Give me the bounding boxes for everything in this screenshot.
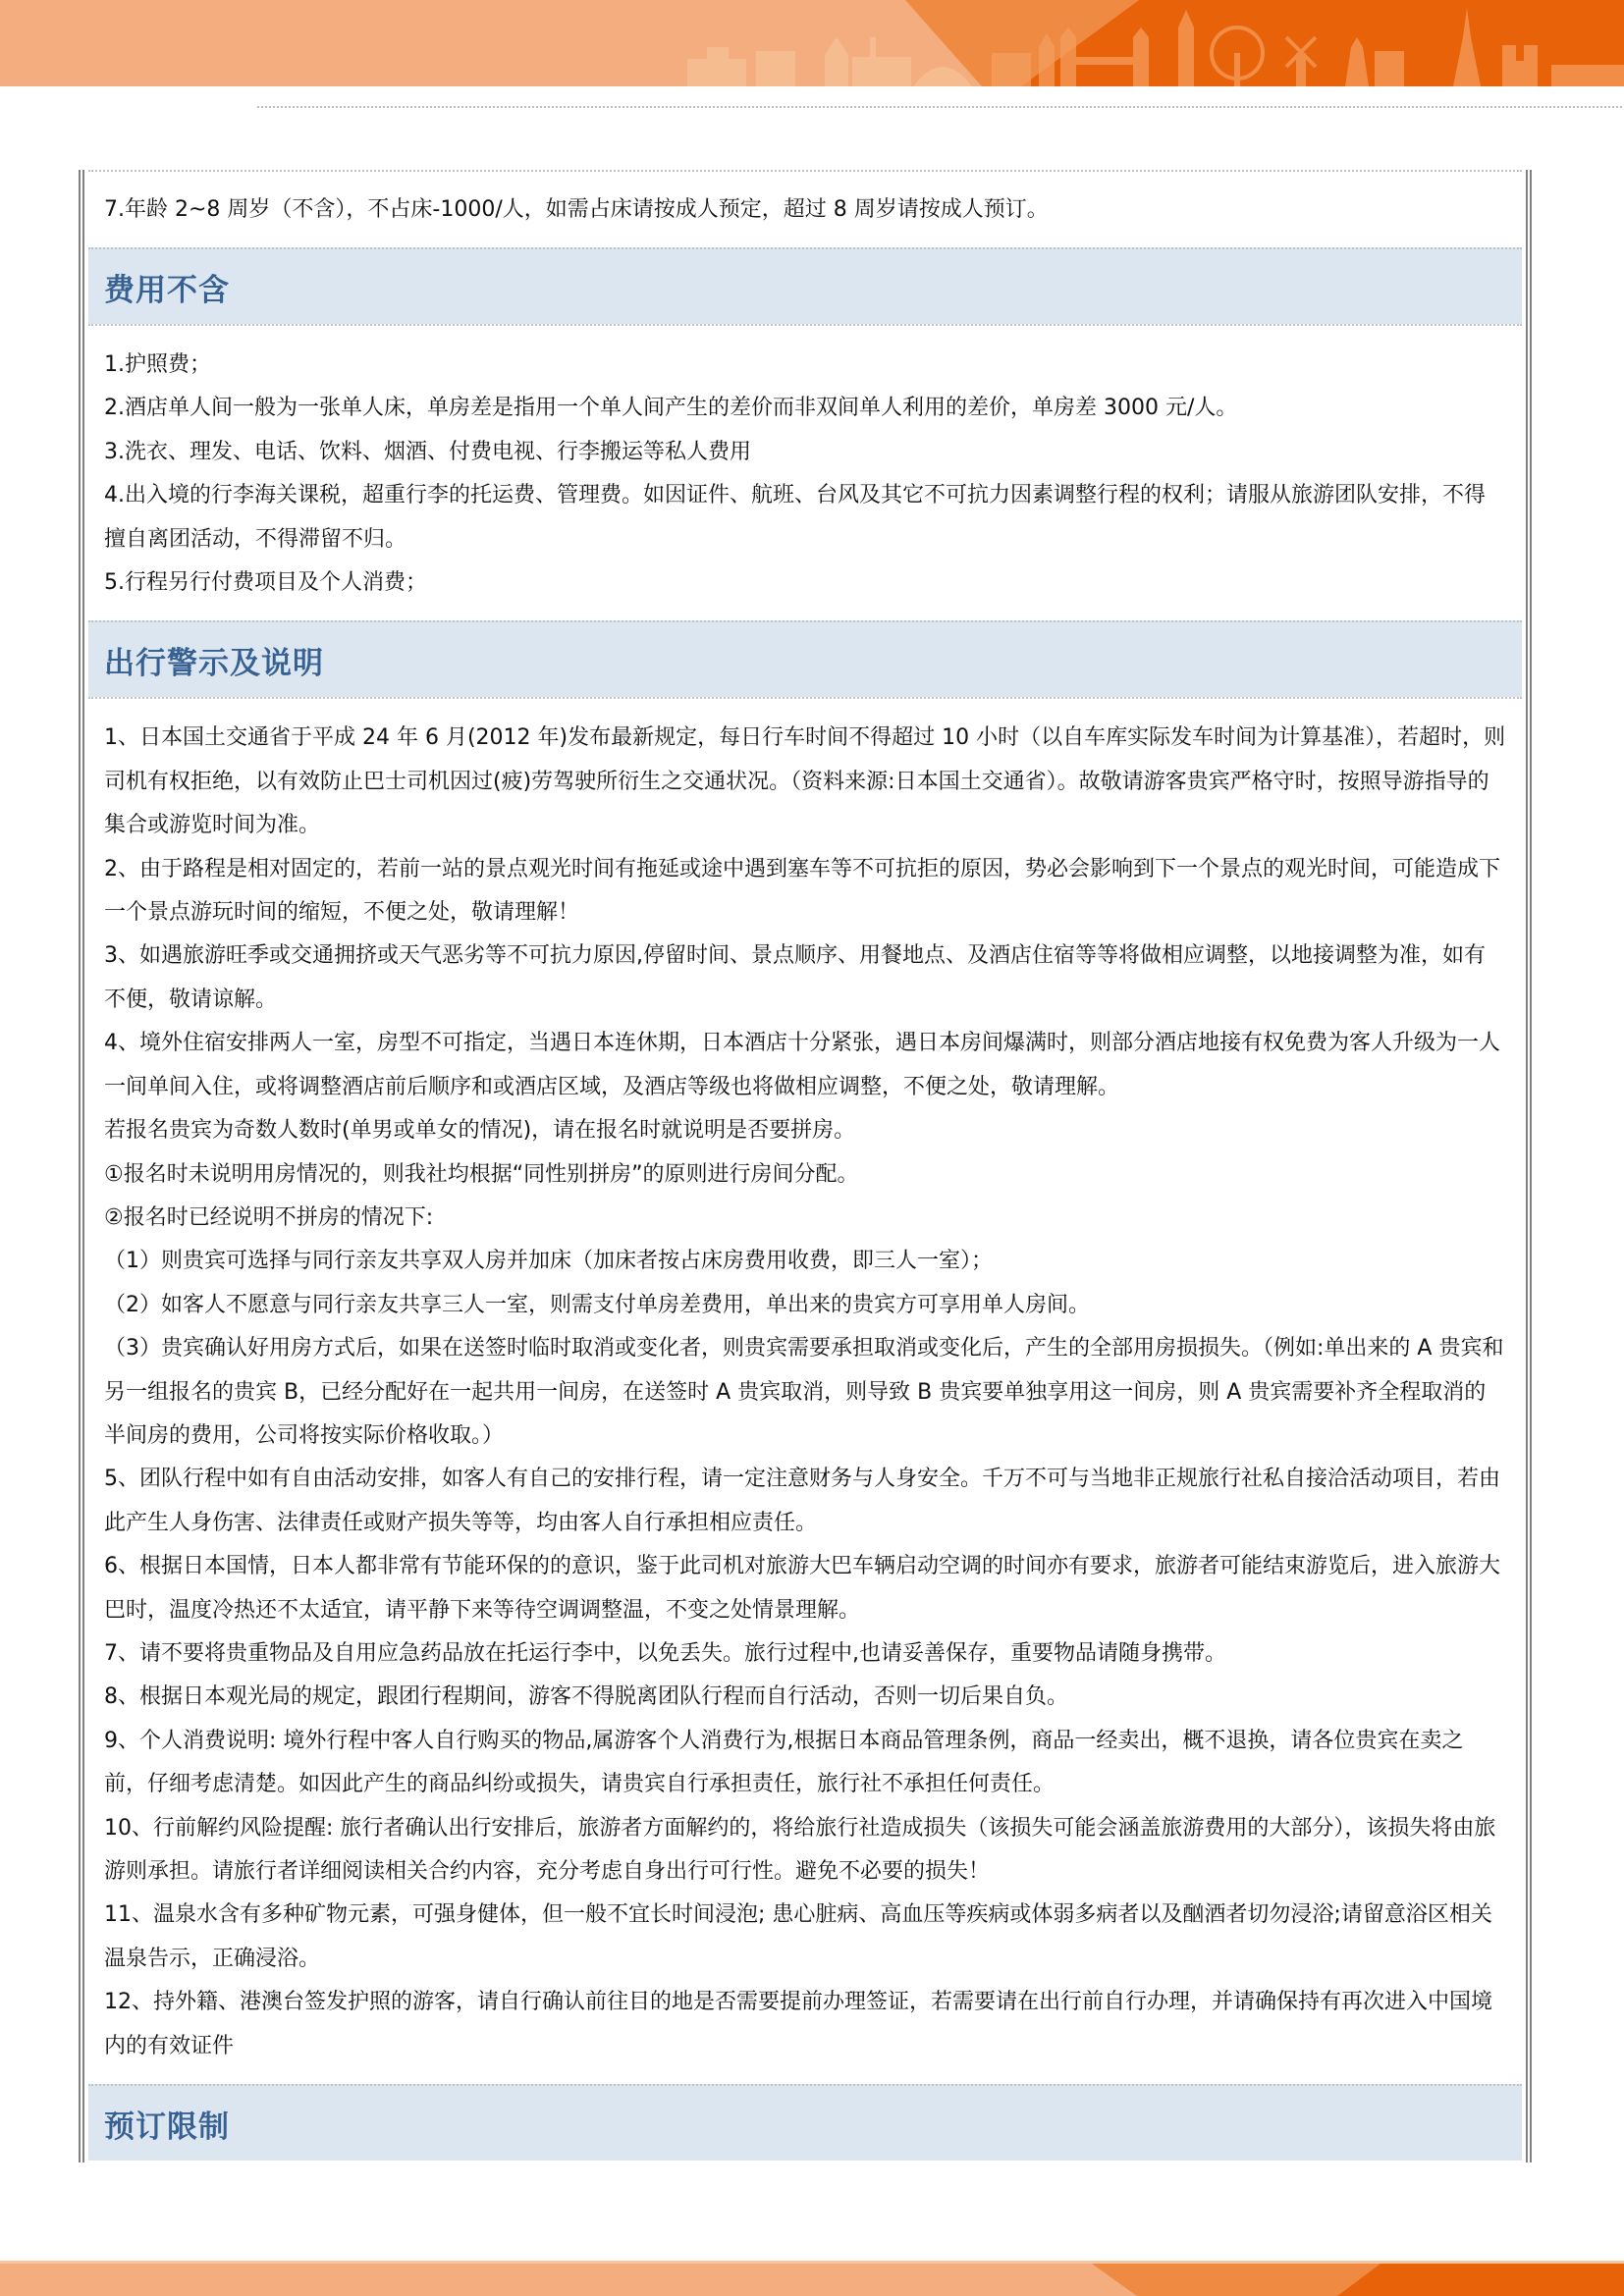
list-item: （1）则贵宾可选择与同行亲友共享双人房并加床（加床者按占床房费用收费，即三人一室）； — [104, 1249, 994, 1274]
list-item: 12、持外籍、港澳台签发护照的游客，请自行确认前往目的地是否需要提前办理签证，若需要请在出行前自行办理，并请确保持有再次进入中国境内的有效证件 — [104, 1990, 1492, 2058]
section-body-travel-warnings — [88, 697, 1522, 2084]
list-item: 2、由于路程是相对固定的，若前一站的景点观光时间有拖延或途中遇到塞车等不可抗拒的原因，势必会影响到下一个景点的观光时间，可能造成下一个景点游玩时间的缩短，不便之处，敬请理解！ — [104, 856, 1501, 926]
list-item: （2）如客人不愿意与同行亲友共享三人一室，则需支付单房差费用，单出来的贵宾方可享用单人房间。 — [104, 1292, 1091, 1317]
list-item: 6、根据日本国情，日本人都非常有节能环保的的意识，鉴于此司机对旅游大巴车辆启动空调的时间亦有要求，旅游者可能结束游览后，进入旅游大巴时，温度冷热还不太适宜，请平静下来等待空调调整温，不变之处情景理解。 — [104, 1554, 1501, 1623]
list-item: 9、个人消费说明: 境外行程中客人自行购买的物品,属游客个人消费行为,根据日本商品管理条例，商品一经卖出，概不退换，请各位贵宾在卖之前，仔细考虑清楚。如因此产生的商品纠纷或损失，请贵宾自行承担责任，旅行社不承担任何责任。 — [104, 1728, 1464, 1797]
list-item: 8、根据日本观光局的规定，跟团行程期间，游客不得脱离团队行程而自行活动，否则一切后果自负。 — [104, 1684, 1069, 1710]
list-item: 若报名贵宾为奇数人数时(单男或单女的情况)，请在报名时就说明是否要拼房。 — [104, 1118, 856, 1144]
list-item: 4.出入境的行李海关课税，超重行李的托运费、管理费。如因证件、航班、台风及其它不可抗力因素调整行程的权利；请服从旅游团队安排，不得擅自离团活动，不得滞留不归。 — [104, 483, 1486, 552]
list-item: 2.酒店单人间一般为一张单人床，单房差是指用一个单人间产生的差价而非双间单人利用的差价，单房差 3000 元/人。 — [104, 396, 1238, 421]
list-item: （3）贵宾确认好用房方式后，如果在送签时临时取消或变化者，则贵宾需要承担取消或变化后，产生的全部用房损损失。（例如:单出来的 A 贵宾和另一组报名的贵宾 B，已经分配好在一起共用一间房，在送签时 A 贵宾取消，则导致 B 贵宾要单独享用这一间房，则 A 贵宾需要补齐全程取消的半间房的费用，公司将按实际价格收取。） — [104, 1336, 1504, 1448]
city-skyline-icon — [687, 8, 1624, 86]
list-item: 4、境外住宿安排两人一室，房型不可指定，当遇日本连休期，日本酒店十分紧张，遇日本房间爆满时，则部分酒店地接有权免费为客人升级为一人一间单间入住，或将调整酒店前后顺序和或酒店区域，及酒店等级也将做相应调整，不便之处，敬请理解。 — [104, 1031, 1501, 1099]
section-body-fees-excluded — [88, 324, 1522, 620]
list-item: ①报名时未说明用房情况的，则我社均根据“同性别拼房”的原则进行房间分配。 — [104, 1161, 859, 1187]
content-table — [79, 170, 1532, 2163]
intro-text: 7.年龄 2~8 周岁（不含），不占床-1000/人，如需占床请按成人预定，超过 8 周岁请按成人预订。 — [104, 196, 1049, 222]
header-banner — [0, 0, 1624, 86]
section-title: 出行警示及说明 — [104, 645, 324, 681]
section-header-fees-excluded — [88, 247, 1522, 324]
section-title: 费用不含 — [104, 272, 230, 308]
list-item: 5、团队行程中如有自由活动安排，如客人有自己的安排行程，请一定注意财务与人身安全。千万不可与当地非正规旅行社私自接洽活动项目，若由此产生人身伤害、法律责任或财产损失等等，均由客人自行承担相应责任。 — [104, 1467, 1501, 1535]
footer-banner — [0, 2264, 1624, 2296]
list-item: ②报名时已经说明不拼房的情况下: — [104, 1204, 434, 1230]
list-item: 5.行程另行付费项目及个人消费； — [104, 570, 427, 596]
footer-banner-dark-stripe — [0, 2264, 1624, 2296]
list-item: 1.护照费； — [104, 352, 211, 377]
list-item: 7、请不要将贵重物品及自用应急药品放在托运行李中，以免丢失。旅行过程中,也请妥善保存，重要物品请随身携带。 — [104, 1640, 1226, 1666]
section-header-booking-restrictions — [88, 2084, 1522, 2161]
list-item: 1、日本国土交通省于平成 24 年 6 月(2012 年)发布最新规定，每日行车时间不得超过 10 小时（以自车库实际发车时间为计算基准），若超时，则司机有权拒绝，以有效防止巴士司机因过(疲)劳驾驶所衍生之交通状况。（资料来源:日本国土交通省）。故敬请游客贵宾严格守时，按照导游指导的集合或游览时间为准。 — [104, 725, 1506, 838]
list-item: 3、如遇旅游旺季或交通拥挤或天气恶劣等不可抗力原因,停留时间、景点顺序、用餐地点、及酒店住宿等等将做相应调整，以地接调整为准，如有不便，敬请谅解。 — [104, 943, 1486, 1012]
header-divider — [257, 106, 1622, 108]
list-item: 10、行前解约风险提醒: 旅行者确认出行安排后，旅游者方面解约的，将给旅行社造成损失（该损失可能会涵盖旅游费用的大部分），该损失将由旅游则承担。请旅行者详细阅读相关合约内容，充分考虑自身出行可行性。避免不必要的损失！ — [104, 1815, 1496, 1884]
section-title: 预订限制 — [104, 2109, 230, 2145]
section-header-travel-warnings — [88, 620, 1522, 697]
list-item: 3.洗衣、理发、电话、饮料、烟酒、付费电视、行李搬运等私人费用 — [104, 439, 751, 464]
list-item: 11、温泉水含有多种矿物元素，可强身健体，但一般不宜长时间浸泡; 患心脏病、高血压等疾病或体弱多病者以及酗酒者切勿浸浴;请留意浴区相关温泉告示，正确浸浴。 — [104, 1902, 1492, 1971]
intro-row — [88, 170, 1522, 247]
